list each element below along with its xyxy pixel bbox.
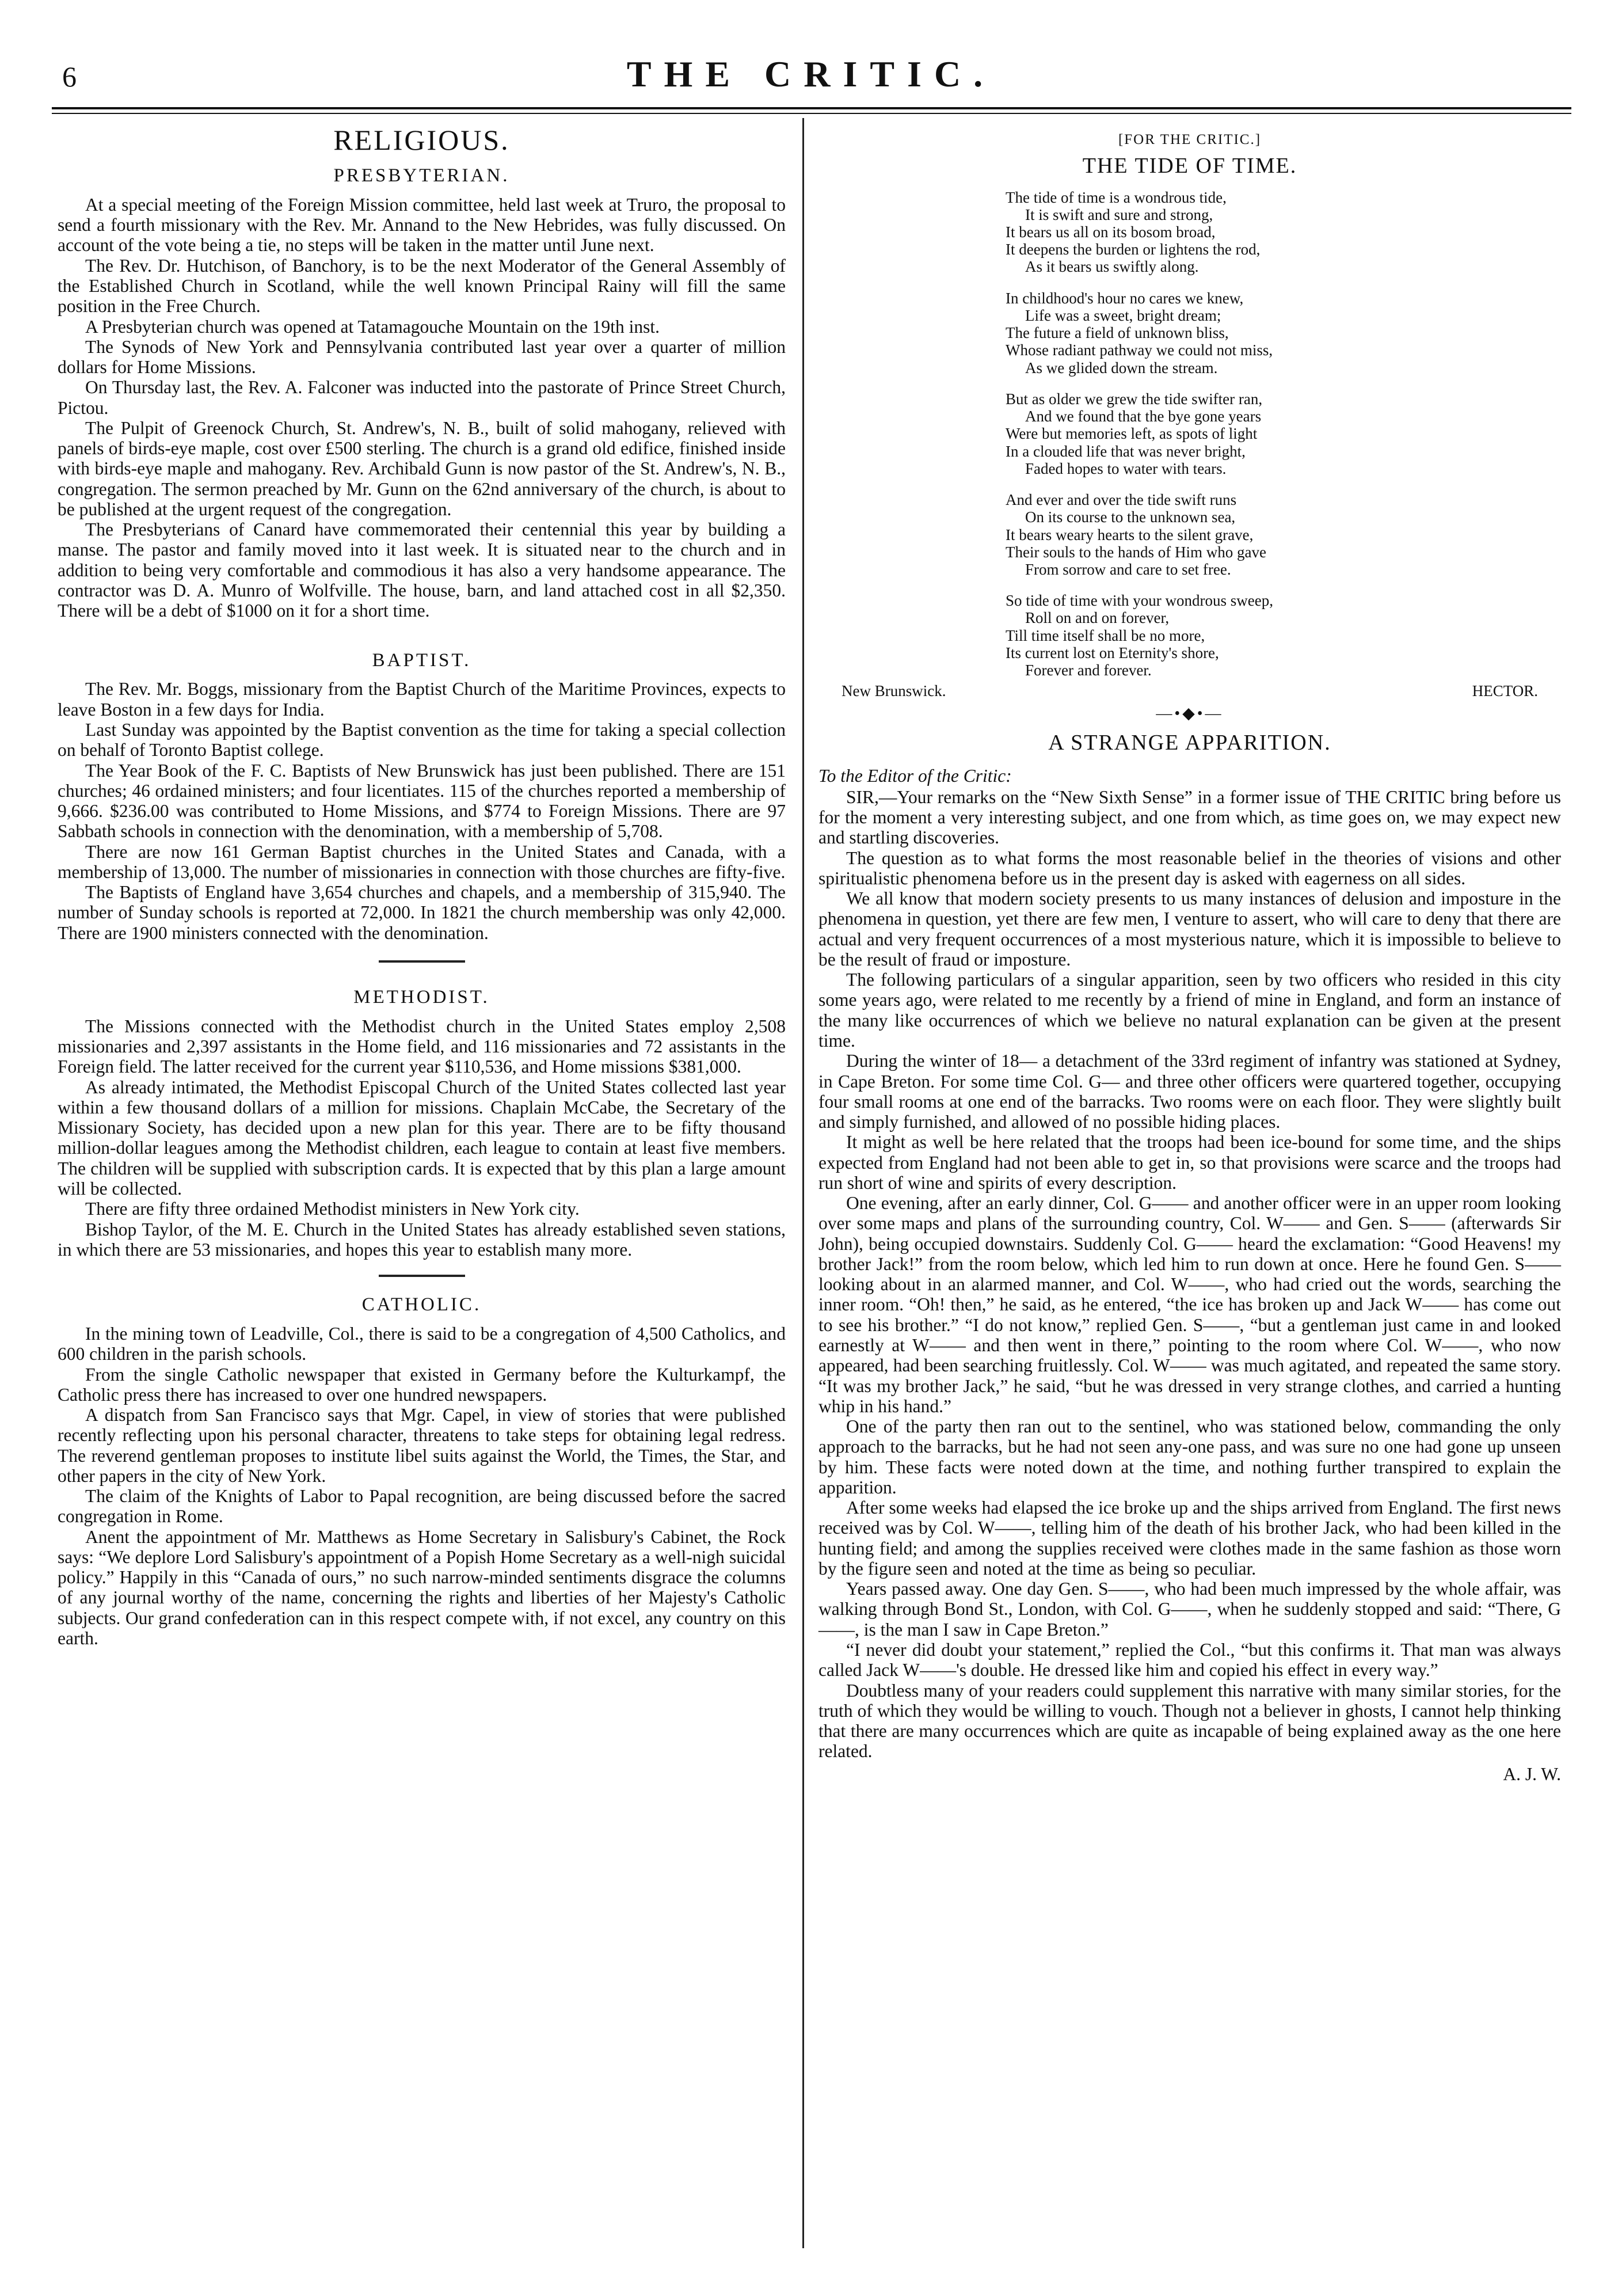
paragraph: One evening, after an early dinner, Col. G—— and another officer were in an upper room looking over some maps and plans of the surrounding country, Col. W—— and Gen. S—— (afterwards Sir John), being occupied downstairs. Suddenly Col. G—— heard the exclamation: “Good Heavens! my brother Jack!” from the room below, which led him to run down at once. Here he found Gen. S—— looking about in an alarmed manner, and Col. W——, who had cried out the words, searching the inner room. “Oh! then,” he said, as he entered, “the ice has broken up and Jack W—— has come out to see his brother.” “I do not know,” replied Gen. S——, “but a gentleman just came in and looked earnestly at W—— and then went in there,” pointing to the room where Col. W——, who now appeared, had been searching fruitlessly. Col. W—— was much agitated, and repeated the same story. “It was my brother Jack,” he said, “but he was dressed in very strange clothes, and carried a hunting whip in his hand.”: [818, 1193, 1561, 1416]
presbyterian-body: [58, 195, 786, 621]
paragraph: On Thursday last, the Rev. A. Falconer was inducted into the pastorate of Prince Street Church, Pictou.: [58, 377, 786, 418]
poem-line: Till time itself shall be no more,: [1006, 626, 1205, 644]
poem-line: As we glided down the stream.: [1025, 359, 1218, 377]
poem-line: Their souls to the hands of Him who gave: [1006, 543, 1266, 561]
paragraph: The Baptists of England have 3,654 churches and chapels, and a membership of 315,940. The number of Sunday schools is reported at 72,000. In 1821 the church membership was only 42,000. There are 1900 ministers connected with the denomination.: [58, 882, 786, 943]
poem-line: But as older we grew the tide swifter ran,: [1006, 390, 1263, 408]
header-rule: [52, 107, 1571, 109]
paragraph: Doubtless many of your readers could supplement this narrative with many similar stories, for the truth of which they would be willing to vouch. Though not a believer in ghosts, I cannot help thinking that there are many occurrences which are quite as incapable of being explained away as the one here related.: [818, 1680, 1561, 1762]
poem-line: It bears weary hearts to the silent grave,: [1006, 526, 1254, 543]
paragraph: We all know that modern society presents to us many instances of delusion and imposture in the phenomena in question, yet there are few men, I venture to assert, who will care to deny that there are actual and very frequent occurrences of a most mysterious nature, which it is impossible to believe to be the result of fraud or imposture.: [818, 888, 1561, 970]
heading-presbyterian: PRESBYTERIAN.: [333, 165, 510, 186]
heading-methodist: METHODIST.: [353, 986, 490, 1008]
section-divider: [379, 960, 465, 963]
poem-stanza: [1006, 290, 1374, 377]
poem-line: Faded hopes to water with tears.: [1025, 459, 1227, 477]
paragraph: After some weeks had elapsed the ice broke up and the ships arrived from England. The first news received was by Col. W——, telling him of the death of his brother Jack, who had been killed in the hunting field; and among the supplies received were clothes made in the same fashion as those worn by the figure seen and noted at the time as being so peculiar.: [818, 1497, 1561, 1579]
header-rule-thin: [52, 113, 1571, 114]
paragraph: One of the party then ran out to the sentinel, who was stationed below, commanding the only approach to the barracks, but he had not seen any-one pass, and was sure no one had gone up unseen by him. These facts were noted down at the time, and nothing further transpired to explain the apparition.: [818, 1416, 1561, 1497]
paragraph: The following particulars of a singular apparition, seen by two officers who resided in this city some years ago, were related to me recently by a friend of mine in England, and form an instance of the many like occurrences of which we believe no natural explanation can be given at the present time.: [818, 970, 1561, 1051]
poem-stanza: [1006, 390, 1374, 477]
paragraph: The claim of the Knights of Labor to Papal recognition, are being discussed before the sacred congregation in Rome.: [58, 1486, 786, 1527]
masthead-title: THE CRITIC.: [626, 54, 996, 94]
paragraph: As already intimated, the Methodist Episcopal Church of the United States collected last year within a few thousand dollars of a million for missions. Chaplain McCabe, the Secretary of the Missionary Society, has decided upon a new plan for this year. There are to be fifty thousand million-dollar leagues among the Methodist children, each league to contain at least five members. The children will be supplied with subscription cards. It is expected that by this plan a large amount will be collected.: [58, 1077, 786, 1199]
paragraph: “I never did doubt your statement,” replied the Col., “but this confirms it. That man was always called Jack W——'s double. He dressed like him and copied his effect in every way.”: [818, 1639, 1561, 1681]
poem-line: The future a field of unknown bliss,: [1006, 324, 1229, 342]
heading-baptist: BAPTIST.: [372, 649, 471, 671]
poem-line: In a clouded life that was never bright,: [1006, 442, 1246, 460]
paragraph: Anent the appointment of Mr. Matthews as Home Secretary in Salisbury's Cabinet, the Rock says: “We deplore Lord Salisbury's appointment of a Popish Home Secretary as a well-nigh suicidal policy.” Happily in this “Canada of ours,” no such narrow-minded sentiments disgrace the columns of any journal worthy of the name, concerning the rights and liberties of her Majesty's Catholic subjects. Our grand confederation can in this respect compete with, if not excel, any country on this earth.: [58, 1526, 786, 1649]
paragraph: Last Sunday was appointed by the Baptist convention as the time for taking a special collection on behalf of Toronto Baptist college.: [58, 720, 786, 761]
paragraph: In the mining town of Leadville, Col., there is said to be a congregation of 4,500 Catholics, and 600 children in the parish schools.: [58, 1324, 786, 1364]
poem-stanza: [1006, 592, 1374, 679]
paragraph: The Synods of New York and Pennsylvania contributed last year over a quarter of million dollars for Home Missions.: [58, 336, 786, 378]
paragraph: Years passed away. One day Gen. S——, who had been much impressed by the whole affair, was walking through Bond St., London, with Col. G——, when he suddenly stopped and said: “There, G——, is the man I saw in Cape Breton.”: [818, 1579, 1561, 1640]
poem-stanza: [1006, 491, 1374, 578]
paragraph: There are fifty three ordained Methodist ministers in New York city.: [85, 1199, 580, 1219]
paragraph: The question as to what forms the most reasonable belief in the theories of visions and other spiritualistic phenomena before us in the present day is asked with eagerness on all sides.: [818, 847, 1561, 888]
paragraph: Bishop Taylor, of the M. E. Church in the United States has already established seven stations, in which there are 53 missionaries, and hopes this year to establish many more.: [58, 1219, 786, 1260]
poem-title: THE TIDE OF TIME.: [1082, 154, 1297, 178]
poem-line: In childhood's hour no cares we knew,: [1006, 289, 1244, 307]
poem-line: Roll on and on forever,: [1025, 609, 1170, 627]
poem-line: Forever and forever.: [1025, 662, 1152, 679]
poem-line: From sorrow and care to set free.: [1025, 561, 1231, 578]
poem-line: The tide of time is a wondrous tide,: [1006, 188, 1227, 206]
article-body: [818, 787, 1561, 1762]
poem-tag: [FOR THE CRITIC.]: [1118, 132, 1262, 147]
poem-line: It is swift and sure and strong,: [1025, 206, 1213, 223]
baptist-body: [58, 679, 786, 942]
poem-line: It deepens the burden or lightens the rod,: [1006, 241, 1261, 259]
paragraph: At a special meeting of the Foreign Mission committee, held last week at Truro, the proposal to send a fourth missionary with the Rev. Mr. Annand to the New Hebrides, was fully discussed. On account of the vote being a tie, no steps will be taken in the matter until June next.: [58, 194, 786, 256]
paragraph: It might as well be here related that the troops had been ice-bound for some time, and the ships expected from England had not been able to get in, so that provisions were scarce and the troops had run short of wine and spirits of every description.: [818, 1132, 1561, 1193]
paragraph: A Presbyterian church was opened at Tatamagouche Mountain on the 19th inst.: [85, 316, 660, 337]
poem-line: And ever and over the tide swift runs: [1006, 491, 1237, 509]
poem-line: Whose radiant pathway we could not miss,: [1006, 341, 1273, 359]
paragraph: The Year Book of the F. C. Baptists of New Brunswick has just been published. There are 151 churches; 46 ordained ministers; and four licentiates. 115 of the churches reported a membership of 9,666. $236.00 was contributed to Home Missions, and $774 to Foreign Missions. There are 97 Sabbath schools in connection with the denomination, with a membership of 5,708.: [58, 760, 786, 842]
poem-signature: [818, 682, 1561, 700]
section-divider: [379, 1275, 465, 1277]
paragraph: SIR,—Your remarks on the “New Sixth Sense” in a former issue of THE CRITIC bring before us for the moment a very interesting subject, and one from which, as time goes on, we may expect new and startling discoveries.: [818, 786, 1561, 848]
paragraph: The Presbyterians of Canard have commemorated their centennial this year by building a manse. The pastor and family moved into it last week. It is situated near to the church and in addition to being very comfortable and commodious it has also a very handsome appearance. The contractor was D. A. Munro of Wolfville. The house, barn, and land attached cost in all $2,350. There will be a debt of $1000 on it for a short time.: [58, 519, 786, 621]
poem-line: Were but memories left, as spots of light: [1006, 425, 1258, 443]
left-column: [58, 124, 786, 1648]
poem-line: So tide of time with your wondrous sweep,: [1006, 592, 1273, 610]
paragraph: The Rev. Dr. Hutchison, of Banchory, is to be the next Moderator of the General Assembly of the Established Church in Scotland, while the well known Principal Rainy will fill the same position in the Free Church.: [58, 255, 786, 317]
poem-stanza: [1006, 189, 1374, 276]
column-divider: [802, 118, 804, 2248]
ornament-divider: —•◆•—: [1156, 704, 1224, 723]
paragraph: The Missions connected with the Methodist church in the United States employ 2,508 missionaries and 2,397 assistants in the Home field, and 116 missionaries and 72 assistants in the Foreign field. The latter received for the current year $110,536, and Home missions $381,000.: [58, 1016, 786, 1077]
poem-line: On its course to the unknown sea,: [1025, 508, 1236, 526]
poem-line: It bears us all on its bosom broad,: [1006, 223, 1216, 241]
paragraph: The Pulpit of Greenock Church, St. Andrew's, N. B., built of solid mahogany, relieved with panels of birds-eye maple, cost over £500 sterling. The church is a grand old edifice, finished inside with birds-eye maple and mahogany. Rev. Archibald Gunn is now pastor of the St. Andrew's, N. B., congregation. The sermon preached by Mr. Gunn on the 62nd anniversary of the church, is about to be published at the urgent request of the congregation.: [58, 417, 786, 519]
poem-line: Its current lost on Eternity's shore,: [1006, 644, 1219, 662]
article-address: To the Editor of the Critic:: [818, 765, 1012, 786]
article-title: A STRANGE APPARITION.: [1048, 731, 1331, 755]
paragraph: During the winter of 18— a detachment of the 33rd regiment of infantry was stationed at Sydney, in Cape Breton. For some time Col. G— and three other officers were quartered together, occupying four small rooms at one end of the barracks. Two rooms were on each floor. They were slightly built and simply furnished, and allowed of no possible hiding places.: [818, 1051, 1561, 1132]
article-signature: A. J. W.: [1503, 1763, 1561, 1784]
catholic-body: [58, 1324, 786, 1648]
poem-author: HECTOR.: [1472, 682, 1538, 700]
poem: [1006, 189, 1374, 679]
section-title-religious: RELIGIOUS.: [333, 124, 510, 156]
right-column: [818, 124, 1561, 1784]
poem-line: And we found that the bye gone years: [1025, 408, 1262, 425]
methodist-body: [58, 1016, 786, 1260]
poem-line: As it bears us swiftly along.: [1025, 258, 1199, 276]
poem-place: New Brunswick.: [842, 682, 946, 700]
paragraph: The Rev. Mr. Boggs, missionary from the Baptist Church of the Maritime Provinces, expects to leave Boston in a few days for India.: [58, 679, 786, 720]
paragraph: From the single Catholic newspaper that existed in Germany before the Kulturkampf, the Catholic press there has increased to over one hundred newspapers.: [58, 1364, 786, 1405]
heading-catholic: CATHOLIC.: [361, 1294, 482, 1316]
page-number: 6: [62, 60, 77, 93]
paragraph: There are now 161 German Baptist churches in the United States and Canada, with a membership of 13,000. The number of missionaries in connection with those churches are fifty-five.: [58, 841, 786, 882]
paragraph: A dispatch from San Francisco says that Mgr. Capel, in view of stories that were published recently reflecting upon his personal character, threatens to take steps for obtaining legal redress. The reverend gentleman proposes to institute libel suits against the World, the Times, the Star, and other papers in the city of New York.: [58, 1405, 786, 1486]
poem-line: Life was a sweet, bright dream;: [1025, 306, 1221, 324]
